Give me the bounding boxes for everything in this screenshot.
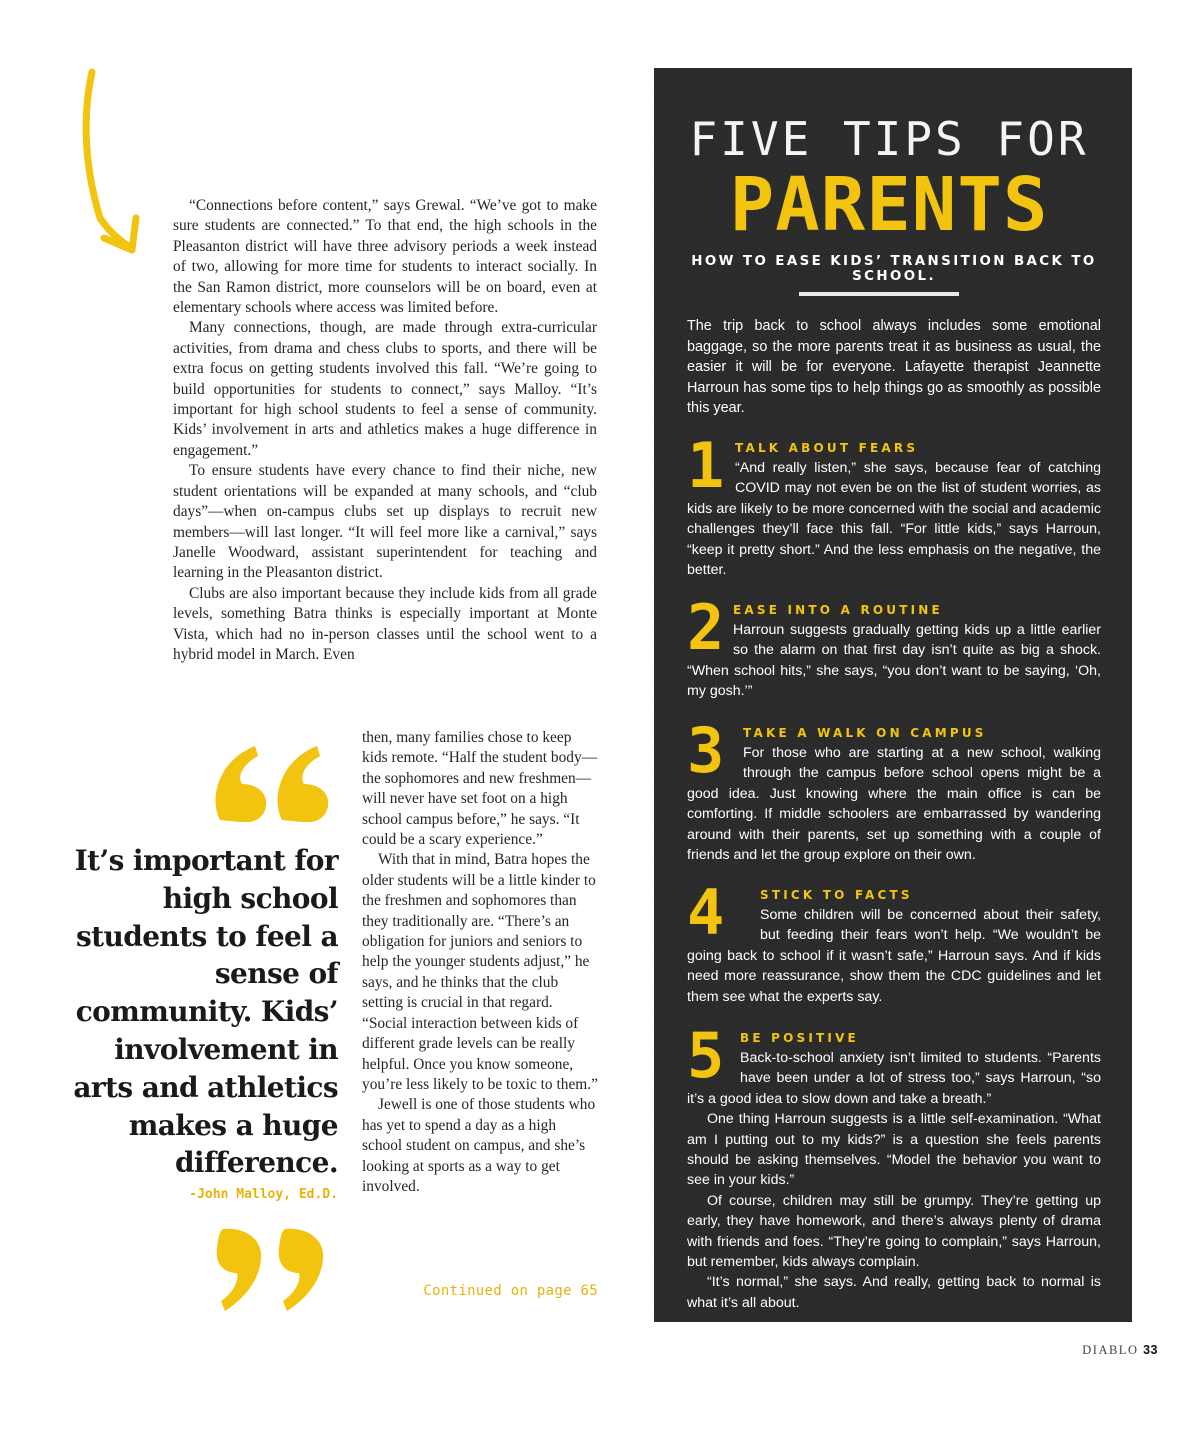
tip-2 [687, 591, 1101, 702]
sidebar-title-line1: FIVE TIPS FOR [689, 112, 1089, 166]
article-column-narrow [362, 728, 598, 1197]
tip-1 [687, 429, 1101, 580]
sidebar-title-line2: PARENTS [729, 162, 1049, 248]
tip-number: 1 [687, 429, 725, 502]
tip-heading: BE POSITIVE [740, 1031, 859, 1045]
tip-heading: TAKE A WALK ON CAMPUS [743, 726, 987, 740]
tip-5 [687, 1019, 1101, 1313]
tip-body: Back-to-school anxiety isn’t limited to students. “Parents have been under a lot of stress too,” says Harroun, “so it’s a good idea to slow down and take a breath.” [687, 1050, 1101, 1107]
article-paragraph: To ensure students have every chance to find their niche, new student orientations will be expanded at many schools, and “club days”—when on-campus clubs set up displays to recruit new members—will last longer. “It will feel more like a carnival,” says Janelle Woodward, assistant superintendent for teaching and learning in the Pleasanton district. [173, 462, 597, 582]
sidebar-subtitle: HOW TO EASE KIDS’ TRANSITION BACK TO SCHOOL. [691, 254, 1097, 284]
tip-body: “And really listen,” she says, because fear of catching COVID may not even be on the list of student worries, as kids are likely to be more concerned with the social and academic challenges they’ll face this fall. “For little kids,” says Harroun, “keep it pretty short.” And the less emphasis on the negative, the better. [687, 460, 1101, 579]
tip-4 [687, 876, 1101, 1007]
tip-body: For those who are starting at a new school, walking through the campus before school opens might be a good idea. Just knowing where the main office is can be comforting. If middle schoolers are embarrassed by wandering around with their parents, set up something with a couple of friends and let the group explore on their own. [687, 745, 1101, 864]
tip-paragraph: “It’s normal,” she says. And really, getting back to normal is what it’s all about. [687, 1274, 1101, 1311]
tip-number: 3 [687, 714, 725, 787]
tip-heading: EASE INTO A ROUTINE [733, 603, 943, 617]
page-footer [1082, 1343, 1158, 1358]
tip-number: 4 [687, 876, 725, 949]
sidebar-content [654, 68, 1132, 1322]
tip-3 [687, 714, 1101, 865]
article-paragraph: “Connections before content,” says Grewal. “We’ve got to make sure students are connected.” To that end, the high schools in the Pleasanton district will have three advisory periods a week instead of two, allowing for more time for students to interact socially. In the San Ramon district, more counselors will be on board, even at elementary schools where access was limited before. [173, 197, 597, 317]
article-paragraph: With that in mind, Batra hopes the older students will be a little kinder to the freshmen and sophomores than they traditionally are. “There’s an obligation for juniors and seniors to help the younger students adjust,” he says, and he thinks that the club setting is crucial in that regard. “Social interaction between kids of different grade levels can be really helpful. Once you know someone, you’re less likely to be toxic to them.” [362, 851, 598, 1093]
tip-paragraph: Of course, children may still be grumpy. They’re getting up early, they have homework, and there’s always plenty of drama with friends and foes. “They’re going to complain,” says Harroun, but remember, kids always complain. [687, 1192, 1101, 1271]
open-quote-icon [210, 742, 340, 822]
continued-link[interactable]: Continued on page 65 [423, 1283, 598, 1299]
chalk-divider [799, 292, 959, 296]
pull-quote: It’s important for high school students to feel a sense of community. Kids’ involvement in arts and athletics makes a huge difference. [73, 844, 338, 1180]
tip-number: 2 [687, 591, 725, 664]
article-column [173, 196, 597, 665]
article-paragraph: then, many families chose to keep kids remote. “Half the student body—the sophomores and new freshmen—will never have set foot on a high school campus before,” he says. “It could be a scary experience.” [362, 729, 598, 849]
close-quote-icon [215, 1225, 340, 1313]
page-number: 33 [1143, 1343, 1158, 1357]
sidebar-intro: The trip back to school always includes some emotional baggage, so the more parents treat it as business as usual, the easier it will be for everyone. Lafayette therapist Jeannette Harroun has some tips to help things go as smoothly as possible this year. [687, 318, 1101, 417]
tip-heading: STICK TO FACTS [760, 888, 913, 902]
article-paragraph: Jewell is one of those students who has yet to spend a day as a high school student on campus, and she’s looking at sports as a way to get involved. [362, 1096, 596, 1195]
tip-body: Some children will be concerned about their safety, but feeding their fears won’t help. “We wouldn’t be going back to school if it wasn’t safe,” Harroun says. And if kids need more reassurance, show them the CDC guidelines and let them see what the experts say. [687, 907, 1101, 1005]
pull-quote-attribution: -John Malloy, Ed.D. [189, 1187, 338, 1202]
tip-paragraph: One thing Harroun suggests is a little self-examination. “What am I putting out to my kids?” is a question she feels parents should be asking themselves. “Model the behavior you want to see in your kids.” [687, 1111, 1101, 1189]
magazine-name: DIABLO [1082, 1343, 1139, 1357]
down-arrow-icon [70, 68, 150, 258]
article-paragraph: Clubs are also important because they include kids from all grade levels, something Batra thinks is especially important at Monte Vista, which had no in-person classes until the school went to a hybrid model in March. Even [173, 584, 597, 663]
tip-number: 5 [687, 1019, 725, 1092]
tip-heading: TALK ABOUT FEARS [735, 441, 919, 455]
article-paragraph: Many connections, though, are made through extra-curricular activities, from drama and chess clubs to sports, and there will be extra focus on getting students involved this fall. “We’re going to build opportunities for students to connect,” says Malloy. “It’s important for high school students to feel a sense of community. Kids’ involvement in arts and athletics makes a huge difference in engagement.” [173, 319, 597, 459]
tip-body: Harroun suggests gradually getting kids up a little earlier so the alarm on that first day isn’t quite as big a shock. “When school hits,” she says, “you don’t want to be saying, ‘Oh, my gosh.’” [687, 622, 1101, 700]
